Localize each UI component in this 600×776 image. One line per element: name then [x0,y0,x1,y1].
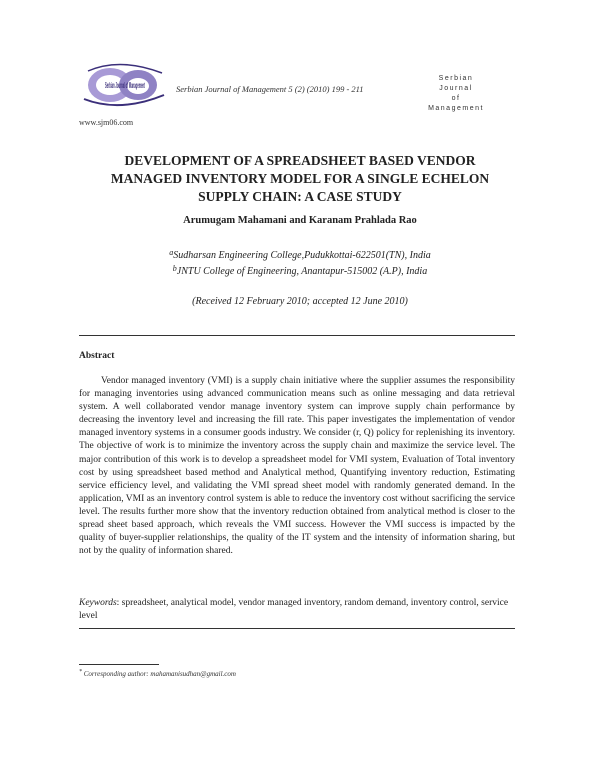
journal-name-line: Serbian [438,75,474,82]
affiliation-mark: a [169,248,174,257]
journal-name-block [419,74,493,114]
corresponding-author-footnote [79,669,236,678]
affiliation-b [70,264,530,277]
journal-website[interactable]: www.sjm06.com [79,118,134,127]
received-dates: (Received 12 February 2010; accepted 12 June 2010) [192,296,408,307]
footnote-mark: * [79,669,82,675]
journal-logo-graphic [80,55,170,115]
affiliation-a [70,248,530,261]
journal-name-line: of [451,95,461,102]
abstract-body: Vendor managed inventory (VMI) is a supply chain initiative where the supplier assumes the responsibility for managing inventories using advanced communication means such as online messaging and data retrieval system. A well collaborated vendor manage inventory system can improve supply chain performance by decreasing the inventory level and increasing the fill rate. This paper investigates the implementation of vendor managed inventory systems in a consumer goods industry. We consider (r, Q) policy for replenishing its inventory. The objective of work is to minimize the inventory across the supply chain and maximize the service level. The major contribution of this work is to develop a spreadsheet model for VMI system, Evaluation of Total inventory cost by using spreadsheet based method and Analytical method, Quantifying inventory reduction, Estimating service efficiency level, and validating the VMI spread sheet model with randomly generated demand. In the application, VMI as an inventory control system is able to reduce the inventory cost without sacrificing the service level. The results further more show that the inventory reduction obtained from analytical method is closer to the spread sheet based approach, which reveals the VMI success. However the VMI success is impacted by the quality of buyer-supplier relationships, the quality of the IT system and the intensity of information sharing, but not by the quality of information shared. [79,376,515,557]
title-line: MANAGED INVENTORY MODEL FOR A SINGLE ECHELON [110,171,490,186]
footnote-rule [79,664,159,665]
affiliation-mark: b [172,264,177,273]
article-authors: Arumugam Mahamani and Karanam Prahlada Rao [183,215,417,226]
abstract-bottom-rule [79,628,515,629]
keywords-label: Keywords [79,598,117,608]
keywords-list: : spreadsheet, analytical model, vendor managed inventory, random demand, inventory control, service level [79,598,509,621]
affiliation-text: Sudharsan Engineering College,Pudukkottai-622501(TN), India [173,250,431,261]
article-title [70,152,530,206]
title-line: SUPPLY CHAIN: A CASE STUDY [198,189,402,204]
abstract-top-rule [79,335,515,336]
abstract-heading: Abstract [79,351,115,361]
journal-name-line: Management [428,105,484,112]
journal-name-line: Journal [439,85,473,92]
journal-logo [80,55,170,115]
title-line: DEVELOPMENT OF A SPREADSHEET BASED VENDOR [124,153,476,168]
footnote-text: Corresponding author: mahamanisudhan@gmail.com [83,670,236,678]
keywords [79,597,515,623]
logo-letters: Serbian Journal of Management [105,81,146,90]
journal-reference: Serbian Journal of Management 5 (2) (2010) 199 - 211 [176,84,364,94]
affiliation-text: JNTU College of Engineering, Anantapur-515002 (A.P), India [176,266,428,277]
